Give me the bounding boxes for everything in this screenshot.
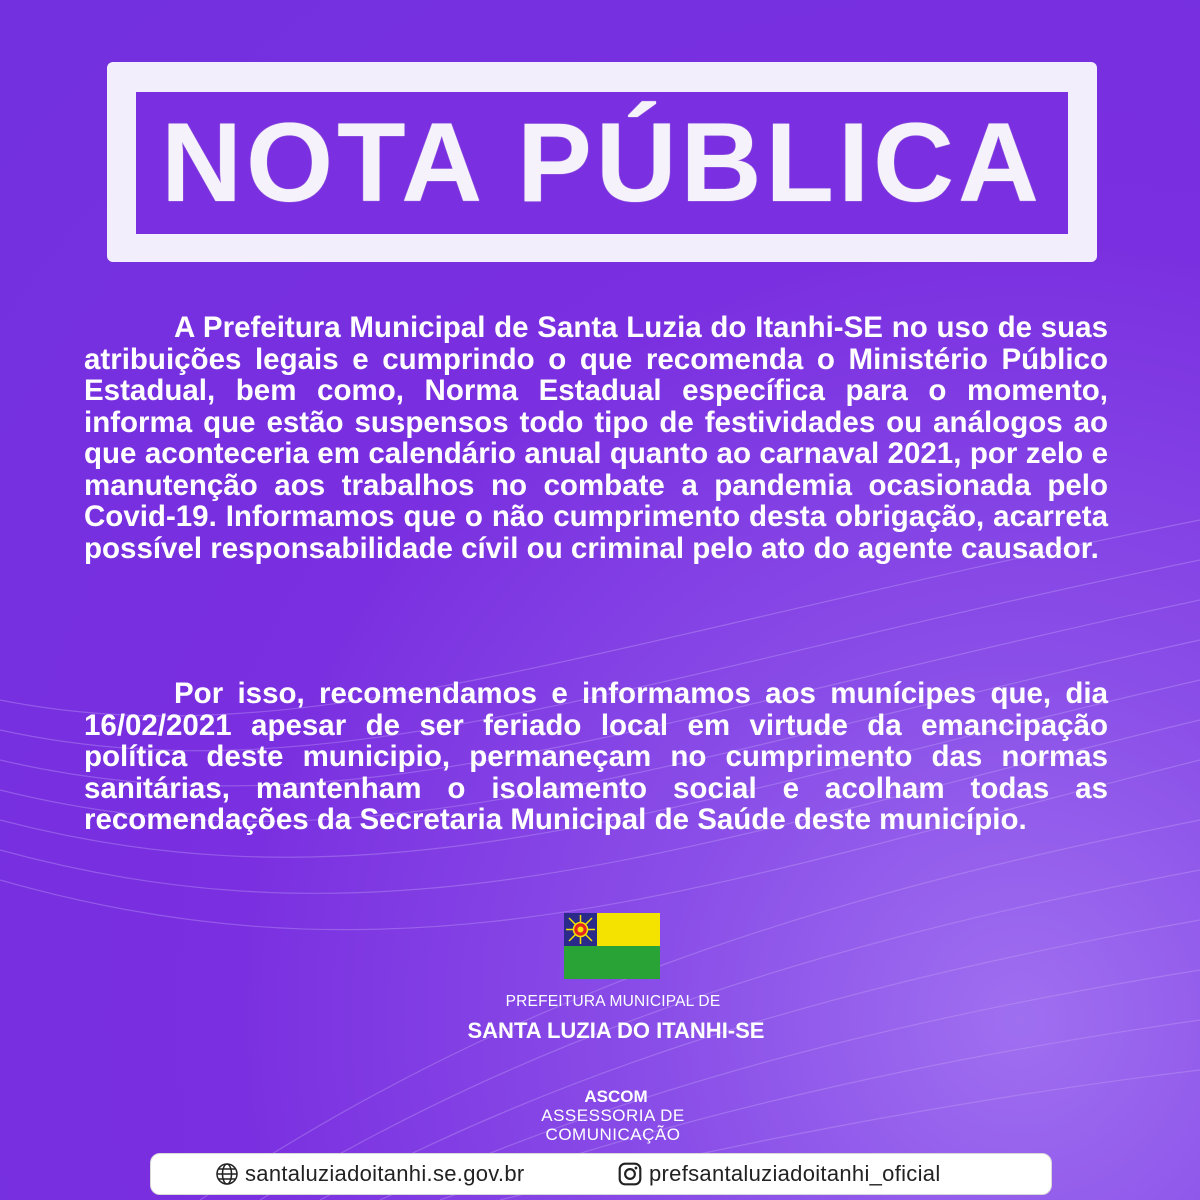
paragraph-1-text: A Prefeitura Municipal de Santa Luzia do Itanhi-SE no uso de suas atribuições legais e cumprindo o que recomenda o Ministério Público Estadual, bem como, Norma Estadual específica para o momento, informa que estão suspensos todo tipo de festividades ou análogos ao que aconteceria em calendário anual quanto ao carnaval 2021, por zelo e manutenção aos trabalhos no combate a pandemia ocasionada pelo Covid-19. Informamos que o não cumprimento desta obrigação, acarreta possível responsabilidade cívil ou criminal pelo ato do agente causador. bbox=[84, 311, 1108, 565]
instagram-icon bbox=[617, 1161, 643, 1187]
ascom-subtitle-2: COMUNICAÇÃO bbox=[545, 1125, 681, 1144]
paragraph-1 bbox=[84, 312, 1108, 564]
title-box bbox=[136, 92, 1068, 234]
ascom-subtitle-1: ASSESSORIA DE bbox=[541, 1106, 685, 1125]
website-text: santaluziadoitanhi.se.gov.br bbox=[245, 1161, 525, 1186]
signature-line-2: SANTA LUZIA DO ITANHI-SE bbox=[467, 1018, 765, 1043]
website-link[interactable] bbox=[215, 1154, 525, 1194]
ascom-title: ASCOM bbox=[584, 1087, 648, 1106]
instagram-link[interactable] bbox=[617, 1154, 941, 1194]
paragraph-2-text: Por isso, recomendamos e informamos aos munícipes que, dia 16/02/2021 apesar de ser feriado local em virtude da emancipação política deste municipio, permaneçam no cumprimento das normas sanitárias, mantenham o isolamento social e acolham todas as recomendações da Secretaria Municipal de Saúde deste município. bbox=[84, 677, 1108, 836]
paragraph-2 bbox=[84, 678, 1108, 836]
globe-icon bbox=[215, 1162, 239, 1186]
page-title: NOTA PÚBLICA bbox=[161, 100, 1043, 225]
signature-line-1: PREFEITURA MUNICIPAL DE bbox=[505, 993, 721, 1010]
flag-emblem-icon bbox=[564, 913, 597, 946]
municipal-flag bbox=[564, 913, 660, 979]
footer-contact-bar bbox=[150, 1153, 1052, 1195]
instagram-text: prefsantaluziadoitanhi_oficial bbox=[649, 1161, 941, 1186]
